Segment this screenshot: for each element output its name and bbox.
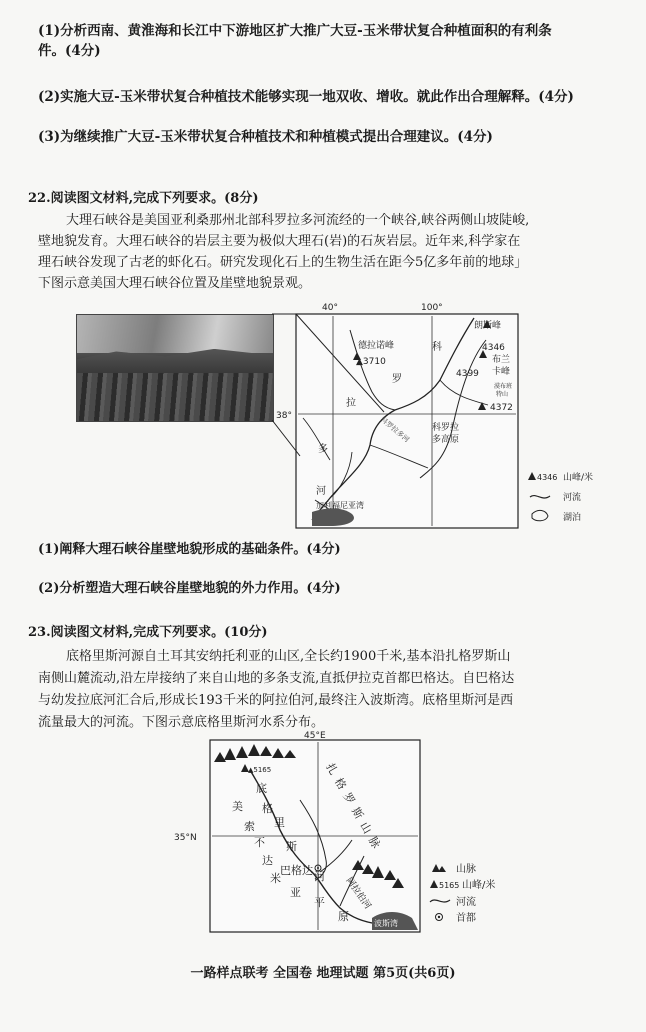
peak-5165: ▲5165 <box>248 766 272 774</box>
lon-label-40: 40° <box>322 303 338 313</box>
map-label-ya: 亚 <box>290 886 301 899</box>
legend-peak-elev: 4346 <box>537 473 558 482</box>
map-label-da: 达 <box>262 854 273 867</box>
legend-river-label: 河流 <box>456 897 476 908</box>
plateau-label-1: 科罗拉 <box>432 423 460 433</box>
map-label-si: 斯 <box>286 840 297 853</box>
peak-delano-elev: ▲3710 <box>356 357 386 367</box>
page-footer: 一路样点联考 全国卷 地理试题 第5页(共6页) <box>190 966 456 981</box>
peak-blanca-label-2: 卡峰 <box>492 367 511 377</box>
q23-heading: 23.阅读图文材料,完成下列要求。(10分) <box>28 625 268 640</box>
peak-tiny-label-2: 特山 <box>496 391 509 398</box>
q22-sub1: (1)阐释大理石峡谷崖壁地貌形成的基础条件。(4分) <box>38 542 341 557</box>
canyon-map <box>272 303 593 528</box>
peak-4372: 4372 <box>490 403 513 413</box>
map-label-yuan: 原 <box>338 910 349 923</box>
map-label-he: 河 <box>314 870 325 883</box>
q22-para-line2: 壁地貌发育。大理石峡谷的岩层主要为极似大理石(岩)的石灰岩层。近年来,科学家在 <box>38 234 521 249</box>
peak-blanca-label-1: 布兰 <box>492 355 511 365</box>
plateau-label-2: 多高原 <box>432 435 460 445</box>
q21-sub1-line1: (1)分析西南、黄淮海和长江中下游地区扩大推广大豆-玉米带状复合种植面积的有利条 <box>38 23 552 39</box>
baghdad-label: 巴格达 <box>280 864 313 877</box>
q23-para-line2: 南侧山麓流动,沿左岸接纳了来自山地的多条支流,直抵伊拉克首都巴格达。自巴格达 <box>38 671 515 686</box>
peak-4346: 4346 <box>482 343 505 353</box>
legend-river-label: 河流 <box>563 493 582 503</box>
q23-para-line1: 底格里斯河源自土耳其安纳托利亚的山区,全长约1900千米,基本沿扎格罗斯山 <box>66 649 511 664</box>
legend-range-label: 山脉 <box>456 864 476 875</box>
map-label-ge: 格 <box>262 802 273 815</box>
lat-label-35N: 35°N <box>174 833 197 843</box>
q21-sub2: (2)实施大豆-玉米带状复合种植技术能够实现一地双收、增收。就此作出合理解释。(4分) <box>38 89 574 105</box>
river-name-colorado: 科罗拉多河 <box>378 415 411 445</box>
q23-para-line3: 与幼发拉底河汇合后,形成长193千米的阿拉伯河,最终注入波斯湾。底格里斯河是西 <box>38 693 514 708</box>
q22-sub2: (2)分析塑造大理石峡谷崖壁地貌的外力作用。(4分) <box>38 581 341 596</box>
zagros-label: 扎格罗斯山脉 <box>323 761 386 856</box>
peak-delano-name: 德拉诺峰 <box>358 341 395 351</box>
legend-peak-elev: 5165 <box>439 881 460 890</box>
shatt-al-arab-label: 阿拉伯河 <box>343 875 373 912</box>
peak-tiny-label-1: 漠布班 <box>494 383 513 390</box>
map-label-li: 里 <box>274 816 285 829</box>
tigris-map <box>174 731 495 932</box>
map-label-suo: 索 <box>244 820 255 833</box>
map-label-la: 拉 <box>346 398 356 409</box>
q22-heading: 22.阅读图文材料,完成下列要求。(8分) <box>28 191 259 206</box>
gulf-california-label: 加利福尼亚湾 <box>316 501 364 510</box>
q23-para-line4: 流量最大的河流。下图示意底格里斯河水系分布。 <box>38 715 325 730</box>
map-label-mei: 美 <box>232 800 243 813</box>
peak-4399: 4399 <box>456 369 479 379</box>
persian-gulf-label: 波斯湾 <box>374 919 398 928</box>
lat-label-38: 38° <box>276 411 292 421</box>
map-label-di: 底 <box>256 782 267 795</box>
q22-para-line3: 理石峡谷发现了古老的虾化石。研究发现化石上的生物生活在距今5亿多年前的地球」 <box>38 255 528 270</box>
map-label-luo: 罗 <box>392 374 402 385</box>
q21-sub1-line2: 件。(4分) <box>38 43 101 59</box>
map-label-he: 河 <box>316 486 326 497</box>
legend-capital-label: 首都 <box>456 913 476 924</box>
q22-para-line1: 大理石峡谷是美国亚利桑那州北部科罗拉多河流经的一个峡谷,峡谷两侧山坡陡峻, <box>66 213 530 228</box>
peak-longs-name: 朗斯峰 <box>474 321 502 331</box>
map-label-ke: 科 <box>432 342 442 353</box>
legend-lake-label: 湖泊 <box>563 513 582 523</box>
map-label-duo: 多 <box>318 444 328 455</box>
map-label-bu: 不 <box>254 836 265 849</box>
lon-label-100: 100° <box>421 303 443 313</box>
legend-peak-label: 山峰/米 <box>462 880 496 891</box>
q21-sub3: (3)为继续推广大豆-玉米带状复合种植技术和种植模式提出合理建议。(4分) <box>38 129 493 145</box>
legend-peak-label: 山峰/米 <box>563 473 594 483</box>
map-label-ping: 平 <box>314 896 325 909</box>
lon-label-45E: 45°E <box>304 731 326 741</box>
q22-para-line4: 下图示意美国大理石峡谷位置及崖壁地貌景观。 <box>38 276 312 291</box>
map-label-mi: 米 <box>270 872 281 885</box>
